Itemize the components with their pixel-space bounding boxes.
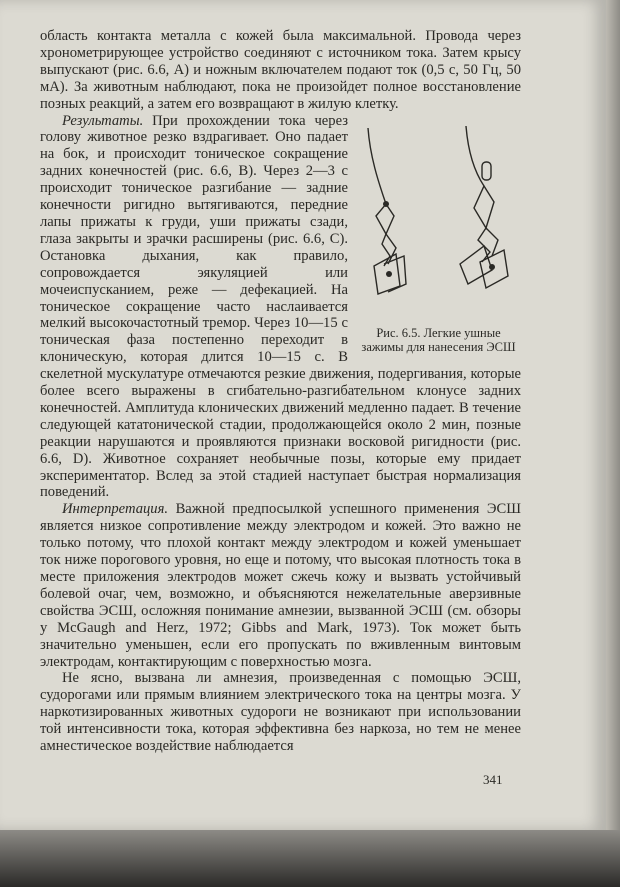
figure-caption: Рис. 6.5. Легкие ушные зажимы для нанесения ЭСШ — [361, 325, 516, 355]
results-text: При прохождении тока через голову животное резко вздрагивает. Оно падает на бок, и происходит тоническое сокращение задних конечностей (рис. 6.6, B). Через 2—3 с происходит тоническое разгибание — задние конечности ригидно вытягиваются, передние лапы прижаты к груди, уши прижаты сзади, глаза закрыты и зрачки расширены (рис. 6.6, C). Остановка дыхания, как правило, сопровождается эякуляцией или мочеиспусканием, реже — дефекацией. На тоническое сокращение часто наслаивается мелкий высокочастотный тремор. Через 10—15 с тоническая фаза постепенно переходит в клоническую, которая длится 10—15 с. В скелетной мускулатуре отмечаются резкие движения, подергивания, которые более всего выражены в сгибательно-разгибательном клонусе задних конечностей. Амплитуда клонических движений медленно падает. В течение следующей кататонической стадии, продолжающейся около 2 мин, позные реакции нарушаются и проявляются признаки восковой ригидности (рис. 6.6, D). Животное сохраняет необычные позы, которые ему придает экспериментатор. Вслед за этой стадией наступает быстрая нормализация поведений. — [40, 112, 521, 501]
interpretation-text: Важной предпосылкой успешного применения ЭСШ является низкое сопротивление между электродом и кожей. Это важно не только потому, что плохой контакт между электродом и кожей уменьшает ток ниже порогового уровня, но еще и потому, что высокая плотность тока в месте приложения электродов может сжечь кожу и вызвать устойчивый болевой очаг, чем, возможно, и объясняются нежелательные аверзивные свойства ЭСШ, осложняя понимание амнезии, вызванной ЭСШ (см. обзоры у McGaugh and Herz, 1972; Gibbs and Mark, 1973). Ток может быть значительно уменьшен, если его пропускать по вживленным винтовым электродам, контактирующим с поверхностью мозга. — [40, 501, 521, 670]
body-text — [40, 28, 521, 755]
paragraph-interpretation — [40, 501, 521, 670]
paragraph-4: Не ясно, вызвана ли амнезия, произведенная с помощью ЭСШ, судорогами или прямым влиянием электрического тока на центры мозга. У наркотизированных животных судороги не возникают при использовании той интенсивности тока, которая эффективна без наркоза, но тем не менее амнестическое воздействие наблюдается — [40, 670, 521, 755]
ear-clip-drawing — [356, 116, 521, 326]
interpretation-heading: Интерпретация. — [62, 501, 169, 518]
page-edge — [606, 0, 620, 887]
results-heading: Результаты. — [62, 112, 144, 129]
page-number: 341 — [483, 772, 503, 787]
figure-ear-clip-electrodes — [356, 116, 521, 360]
scan-background — [0, 830, 620, 887]
paragraph-1: область контакта металла с кожей была максимальной. Провода через хронометрирующее устройство соединяют с источником тока. Затем крысу выпускают (рис. 6.6, A) и ножным включателем подают ток (0,5 с, 50 Гц, 50 мА). За животным наблюдают, пока не произойдет полное восстановление позных реакций, а затем его возвращают в жилую клетку. — [40, 28, 521, 112]
